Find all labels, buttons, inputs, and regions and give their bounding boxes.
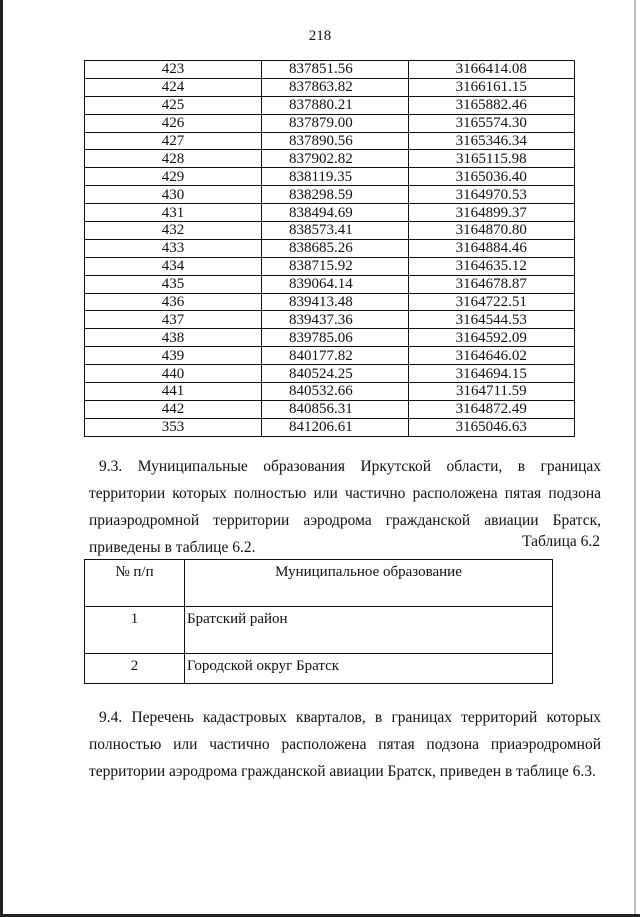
point-number: 437 — [85, 311, 262, 329]
table-row — [85, 400, 575, 418]
coordinates-table — [84, 60, 575, 437]
coord-y: 3164872.49 — [408, 400, 574, 418]
point-number: 430 — [85, 186, 262, 204]
table-row — [85, 347, 575, 365]
point-number: 429 — [85, 168, 262, 186]
table-row — [85, 96, 575, 114]
coord-y: 3164694.15 — [408, 365, 574, 383]
table-row — [85, 61, 575, 79]
coord-y: 3164592.09 — [408, 329, 574, 347]
coord-y: 3164544.53 — [408, 311, 574, 329]
coord-y: 3164899.37 — [408, 204, 574, 222]
point-number: 432 — [85, 222, 262, 240]
coord-x: 838298.59 — [261, 186, 408, 204]
table-6-2-caption: Таблица 6.2 — [522, 533, 600, 550]
table-row — [85, 365, 575, 383]
coord-x: 840856.31 — [261, 400, 408, 418]
coord-x: 839064.14 — [261, 275, 408, 293]
row-number: 1 — [85, 607, 185, 654]
coord-x: 841206.61 — [261, 418, 408, 436]
point-number: 426 — [85, 114, 262, 132]
table-row — [85, 132, 575, 150]
table-row — [85, 293, 575, 311]
table-row — [85, 78, 575, 96]
point-number: 441 — [85, 383, 262, 401]
point-number: 427 — [85, 132, 262, 150]
point-number: 353 — [85, 418, 262, 436]
coord-x: 838573.41 — [261, 222, 408, 240]
point-number: 436 — [85, 293, 262, 311]
table-row — [85, 607, 553, 654]
coord-y: 3165115.98 — [408, 150, 574, 168]
point-number: 435 — [85, 275, 262, 293]
coord-y: 3164711.59 — [408, 383, 574, 401]
table-row — [85, 114, 575, 132]
coord-y: 3166414.08 — [408, 61, 574, 79]
point-number: 433 — [85, 239, 262, 257]
municipal-table — [84, 559, 553, 684]
table-row — [85, 275, 575, 293]
coord-y: 3164678.87 — [408, 275, 574, 293]
coord-y: 3164870.80 — [408, 222, 574, 240]
point-number: 431 — [85, 204, 262, 222]
coord-x: 840532.66 — [261, 383, 408, 401]
coord-x: 837902.82 — [261, 150, 408, 168]
municipality-name: Братский район — [185, 607, 553, 654]
table-row — [85, 186, 575, 204]
table-row — [85, 383, 575, 401]
table-row — [85, 168, 575, 186]
point-number: 434 — [85, 257, 262, 275]
municipality-name: Городской округ Братск — [185, 654, 553, 684]
paragraph-9-4-text: 9.4. Перечень кадастровых кварталов, в границах территорий которых полностью или частично расположена пятая подзона приаэродромной территории аэродрома гражданской авиации Братск, приведен в таблице 6.3. — [89, 709, 601, 780]
coord-y: 3165346.34 — [408, 132, 574, 150]
coord-x: 838119.35 — [261, 168, 408, 186]
table-row — [85, 150, 575, 168]
coord-x: 837851.56 — [261, 61, 408, 79]
coord-x: 838685.26 — [261, 239, 408, 257]
coord-y: 3165574.30 — [408, 114, 574, 132]
coord-x: 837880.21 — [261, 96, 408, 114]
header-municipality: Муниципальное образование — [185, 560, 553, 607]
point-number: 438 — [85, 329, 262, 347]
table-row — [85, 311, 575, 329]
table-row — [85, 204, 575, 222]
table-row — [85, 329, 575, 347]
point-number: 425 — [85, 96, 262, 114]
coord-x: 839785.06 — [261, 329, 408, 347]
point-number: 423 — [85, 61, 262, 79]
table-row — [85, 418, 575, 436]
coord-y: 3164970.53 — [408, 186, 574, 204]
coord-x: 838494.69 — [261, 204, 408, 222]
coord-x: 839413.48 — [261, 293, 408, 311]
coord-y: 3166161.15 — [408, 78, 574, 96]
scan-border-right — [634, 0, 636, 917]
point-number: 442 — [85, 400, 262, 418]
coord-x: 840524.25 — [261, 365, 408, 383]
point-number: 440 — [85, 365, 262, 383]
coord-x: 837890.56 — [261, 132, 408, 150]
table-row — [85, 222, 575, 240]
coord-x: 838715.92 — [261, 257, 408, 275]
coord-x: 839437.36 — [261, 311, 408, 329]
table-row — [85, 257, 575, 275]
point-number: 439 — [85, 347, 262, 365]
header-number: № п/п — [85, 560, 185, 607]
table-row — [85, 654, 553, 684]
scan-border-left — [0, 0, 3, 917]
coord-y: 3165036.40 — [408, 168, 574, 186]
paragraph-9-3-text: 9.3. Муниципальные образования Иркутской области, в границах территории которых полностью или частично расположена пятая подзона приаэродромной территории аэродрома гражданской авиации Братск, приведены в таблице 6.2. — [89, 458, 601, 556]
point-number: 428 — [85, 150, 262, 168]
page-number: 218 — [308, 28, 332, 44]
coord-y: 3164646.02 — [408, 347, 574, 365]
coord-x: 840177.82 — [261, 347, 408, 365]
coord-y: 3164722.51 — [408, 293, 574, 311]
point-number: 424 — [85, 78, 262, 96]
paragraph-9-4 — [89, 704, 601, 785]
coord-y: 3164884.46 — [408, 239, 574, 257]
row-number: 2 — [85, 654, 185, 684]
coord-y: 3165046.63 — [408, 418, 574, 436]
coord-x: 837879.00 — [261, 114, 408, 132]
coord-y: 3164635.12 — [408, 257, 574, 275]
coord-x: 837863.82 — [261, 78, 408, 96]
table-row — [85, 239, 575, 257]
coord-y: 3165882.46 — [408, 96, 574, 114]
